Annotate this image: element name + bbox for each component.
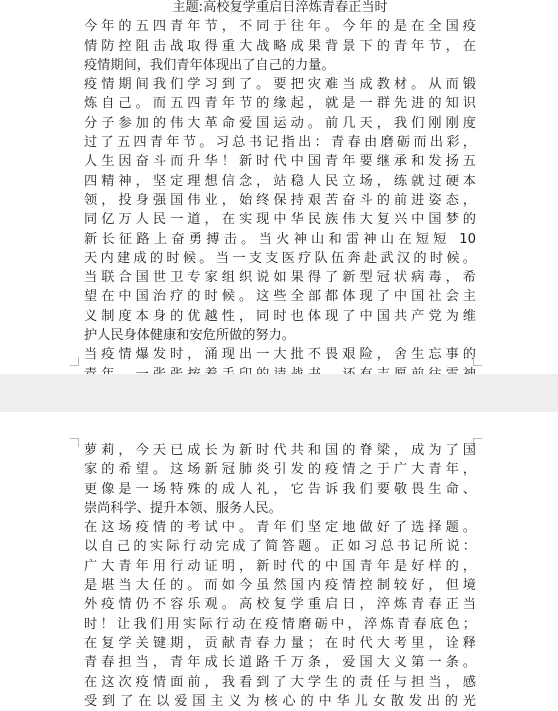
page-2-text	[84, 441, 476, 711]
crop-mark-bottom-right	[473, 357, 482, 366]
text-line: 疫情期间我们学习到了。要把灾难当成教材。从而锻	[84, 77, 476, 93]
text-line: 人生因奋斗而升华！新时代中国青年要继承和发扬五	[84, 154, 476, 170]
text-line: 分子参加的伟大革命爱国运动。前几天，我们刚刚度	[84, 115, 476, 131]
text-line: 同亿万人民一道，在实现中华民族伟大复兴中国梦的	[84, 212, 476, 228]
text-line: 在复学关键期，贡献青春力量；在时代大考里，诠释	[84, 635, 476, 651]
text-line: 新长征路上奋勇搏击。当火神山和雷神山在短短 10	[84, 231, 476, 247]
text-line: 炼自己。而五四青年节的缘起，就是一群先进的知识	[84, 96, 476, 112]
text-line: 疫情期间，我们青年体现出了自己的力量。	[84, 57, 335, 73]
text-line: 更像是一场特殊的成人礼，它告诉我们要敬畏生命、	[84, 481, 476, 497]
text-line: 家的希望。这场新冠肺炎引发的疫情之于广大青年，	[84, 462, 476, 478]
text-line: 时！让我们用实际行动在疫情磨砺中，淬炼青春底色；	[84, 616, 476, 632]
text-line: 青春担当，青年成长道路千万条，爱国大义第一条。	[84, 655, 476, 671]
text-line: 当联合国世卫专家组织说如果得了新型冠状病毒，希	[84, 270, 476, 286]
text-line: 在这场疫情的考试中。青年们坚定地做好了选择题。	[84, 520, 476, 536]
text-line: 以自己的实际行动完成了简答题。正如习总书记所说：	[84, 539, 476, 555]
text-line: 外疫情仍不容乐观。高校复学重启日，淬炼青春正当	[84, 597, 476, 613]
text-line: 广大青年用行动证明，新时代的中国青年是好样的，	[84, 558, 476, 574]
crop-mark-top-left	[70, 438, 79, 447]
text-line: 望在中国治疗的时候。这些全部都体现了中国社会主	[84, 289, 476, 305]
text-line: 受到了在以爱国主义为核心的中华儿女散发出的光	[84, 693, 476, 709]
text-line: 天内建成的时候。当一支支医疗队伍奔赴武汉的时候。	[84, 250, 476, 266]
page-1-text	[84, 0, 476, 423]
text-line: 是堪当大任的。而如今虽然国内疫情控制较好，但境	[84, 578, 476, 594]
text-line: 情防控阻击战取得重大战略成果背景下的青年节，在	[84, 38, 476, 54]
text-line: 义制度本身的优越性，同时也体现了中国共产党为维	[84, 308, 476, 324]
text-line: 四精神，坚定理想信念，站稳人民立场，练就过硬本	[84, 173, 476, 189]
text-line: 当疫情爆发时，涌现出一大批不畏艰险，舍生忘事的	[84, 347, 476, 363]
crop-mark-bottom-left	[70, 357, 79, 366]
text-line: 护人民身体健康和安危所做的努力。	[84, 328, 295, 344]
document-title: 主题:高校复学重启日淬炼青春正当时	[172, 0, 388, 15]
text-line: 过了五四青年节。习总书记指出：青春由磨砺而出彩，	[84, 135, 476, 151]
text-line: 崇尚科学、提升本领、服务人民。	[84, 500, 282, 516]
page-separator	[0, 374, 558, 412]
text-line: 萝莉，今天已成长为新时代共和国的脊梁，成为了国	[84, 443, 476, 458]
text-line: 领，投身强国伟业，始终保持艰苦奋斗的前进姿态，	[84, 192, 476, 208]
text-line: 在这次疫情面前，我看到了大学生的责任与担当，感	[84, 674, 476, 690]
document-page-2	[0, 412, 558, 709]
text-line: 今年的五四青年节，不同于往年。今年的是在全国疫	[84, 19, 476, 35]
